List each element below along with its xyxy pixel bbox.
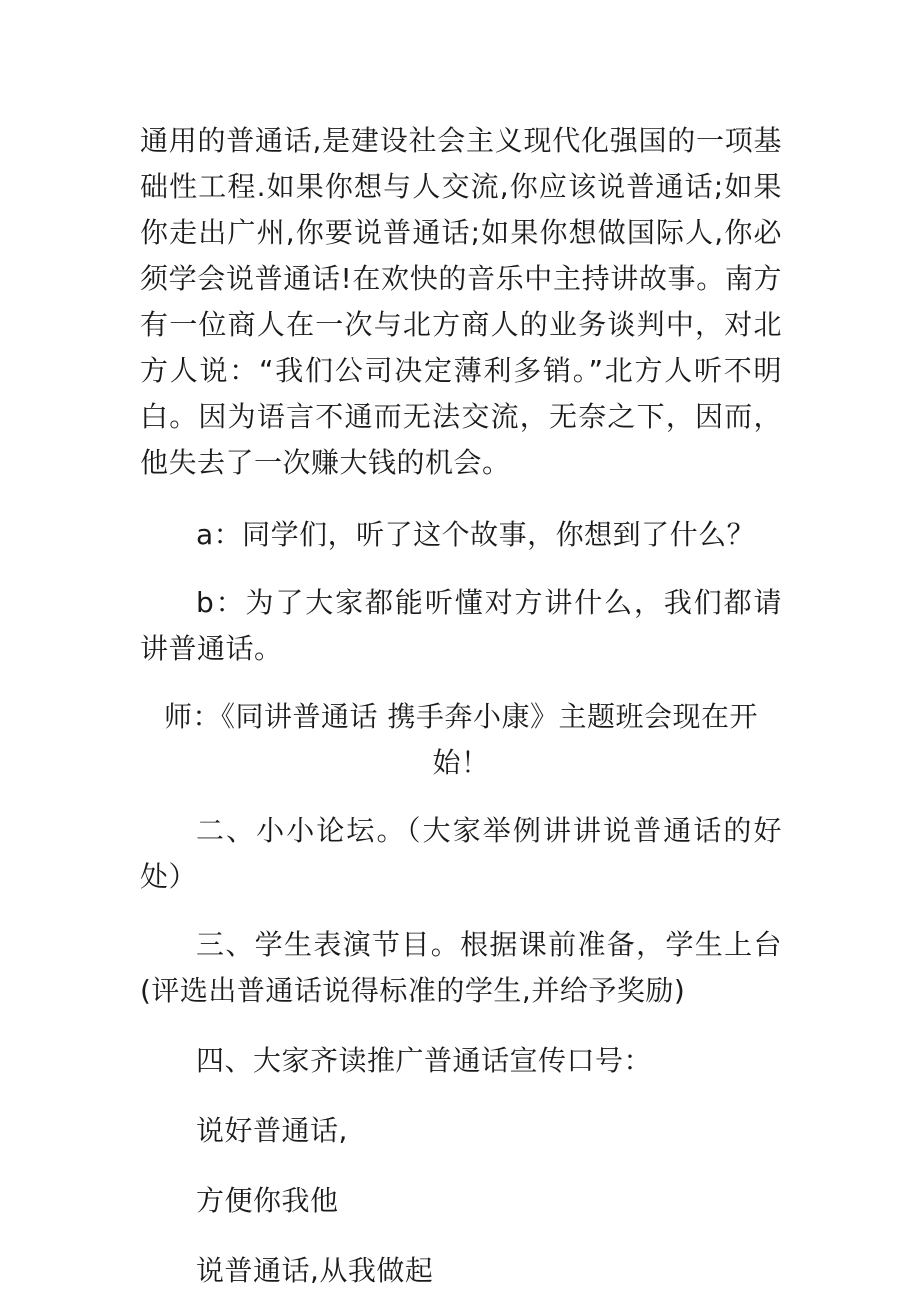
answer-paragraph-b: b：为了大家都能听懂对方讲什么，我们都请讲普通话。 [140, 586, 782, 665]
slogan-line-1: 说好普通话, [196, 1114, 348, 1147]
question-paragraph-a: a：同学们，听了这个故事，你想到了什么？ [196, 518, 756, 551]
section-three-performance: 三、学生表演节目。根据课前准备，学生上台(评选出普通话说得标准的学生,并给予奖励) [140, 928, 782, 1007]
section-four-slogans: 四、大家齐读推广普通话宣传口号： [196, 1044, 653, 1077]
slogan-line-2: 方便你我他 [196, 1184, 339, 1217]
teacher-announcement: 师：《同讲普通话 携手奔小康》主题班会现在开始！ [164, 700, 758, 779]
document-page [140, 118, 782, 1294]
story-paragraph: 通用的普通话,是建设社会主义现代化强国的一项基础性工程.如果你想与人交流,你应该说普通话;如果你走出广州,你要说普通话;如果你想做国际人,你必须学会说普通话!在欢快的音乐中主持讲故事。南方有一位商人在一次与北方商人的业务谈判中，对北方人说：“我们公司决定薄利多销。”北方人听不明白。因为语言不通而无法交流，无奈之下，因而，他失去了一次赚大钱的机会。 [140, 124, 782, 479]
slogan-line-3: 说普通话,从我做起 [196, 1254, 434, 1287]
section-two-forum: 二、小小论坛。（大家举例讲讲说普通话的好处） [140, 814, 782, 893]
